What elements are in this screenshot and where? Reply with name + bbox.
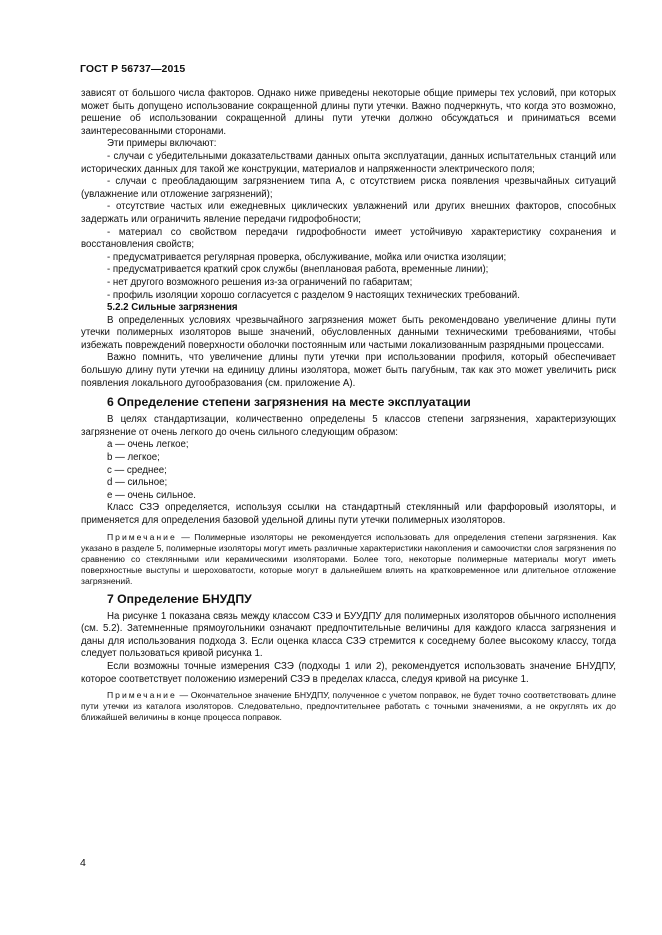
paragraph: Если возможны точные измерения СЗЭ (подходы 1 или 2), рекомендуется использовать значение БНУДПУ, которое соответствует положению измерений СЗЭ в пределах класса, следуя кривой на рисунке 1.	[81, 660, 616, 685]
note-label: Примечание	[107, 531, 177, 542]
class-item: a — очень легкое;	[107, 439, 189, 451]
document-code-header: ГОСТ Р 56737—2015	[80, 63, 186, 75]
example-item: - случаи с убедительными доказательствами данных опыта эксплуатации, данных испытательных станций или исторических данных для такой же конструкции, материалов и напряженности электрического поля;	[81, 150, 616, 175]
note-text: — Окончательное значение БНУДПУ, полученное с учетом поправок, не будет точно соответствовать длине пути утечки из каталога изоляторов. Следовательно, предпочтительнее работать с точными значениями, а не округлять их до ближайшей величины в конце процесса поправок.	[81, 690, 616, 723]
paragraph: Класс СЗЭ определяется, используя ссылки на стандартный стеклянный или фарфоровый изоляторы, и применяется для определения базовой удельной длины пути утечки полимерных изоляторов.	[81, 502, 616, 526]
page-number: 4	[80, 857, 86, 869]
example-item: - предусматривается регулярная проверка, обслуживание, мойка или очистка изоляции;	[107, 251, 507, 263]
example-item: - случаи с преобладающим загрязнением типа А, с отсутствием риска появления чрезвычайных ситуаций (увлажнение или отложение загрязнений);	[81, 176, 616, 200]
paragraph: На рисунке 1 показана связь между классом СЗЭ и БУУДПУ для полимерных изоляторов обычного исполнения (см. 5.2). Затемненные прямоугольники означают предпочтительные величины для каждого класса загрязнения и даны для использования подхода 3. Если оценка класса СЗЭ стремится к соседнему более высокому классу, тогда следует пользоваться кривой рисунка 1.	[81, 610, 616, 660]
paragraph: В целях стандартизации, количественно определены 5 классов степени загрязнения, характеризующих загрязнение от очень легкого до очень сильного следующим образом:	[81, 414, 616, 438]
class-item: b — легкое;	[107, 452, 160, 464]
example-item: - нет другого возможного решения из-за ограничений по габаритам;	[107, 276, 413, 288]
class-item: e — очень сильное.	[107, 489, 196, 501]
paragraph-intro: зависят от большого числа факторов. Однако ниже приведены некоторые общие примеры тех условий, при которых может быть допущено использование сокращенной длины пути утечки. Важно подчеркнуть, что когда это возможно, решение об использовании сокращенной длины пути утечки должно обсуждаться и приниматься всеми заинтересованными сторонами.	[81, 88, 616, 137]
class-item: c — среднее;	[107, 464, 167, 476]
example-item: - материал со свойством передачи гидрофобности имеет устойчивую характеристику сохранения и восстановления свойств;	[81, 226, 616, 251]
example-item: - отсутствие частых или ежедневных циклических увлажнений или других внешних факторов, способных задержать или ограничить явление передачи гидрофобности;	[81, 201, 616, 225]
class-item: d — сильное;	[107, 477, 168, 489]
examples-lead: Эти примеры включают:	[107, 138, 217, 150]
paragraph: В определенных условиях чрезвычайного загрязнения может быть рекомендовано увеличение длины пути утечки полимерных изоляторов выше значений, обусловленных данными техническими требованиями, чтобы избежать повреждений поверхности оболочки постоянным или частыми локализованным разрядными процессами.	[81, 314, 616, 351]
example-item: - профиль изоляции хорошо согласуется с разделом 9 настоящих технических требований.	[107, 289, 520, 301]
subsection-heading: 5.2.2 Сильные загрязнения	[107, 302, 238, 314]
paragraph: Важно помнить, что увеличение длины пути утечки при использовании профиля, который обеспечивает большую длину пути утечки на единицу длины изолятора, может быть пагубным, так как это может увеличить риск появления локального дугообразования (см. приложение А).	[81, 352, 616, 389]
note-label: Примечание	[107, 690, 177, 701]
note-text: — Полимерные изоляторы не рекомендуется использовать для определения степени загрязнения. Как указано в разделе 5, полимерные изоляторы могут иметь различные характеристики накопления и самоочистки слоя загрязнения по сравнению со стеклянными или керамическими изоляторами. Более того, некоторые полимерные материалы могут иметь поверхностные выступы и шероховатости, которые могут в дальнейшем влиять на кратковременное или длительное отложение загрязнений.	[81, 531, 617, 586]
section-heading-6: 6 Определение степени загрязнения на месте эксплуатации	[107, 395, 471, 410]
note	[81, 690, 616, 723]
example-item: - предусматривается краткий срок службы (внеплановая работа, временные линии);	[107, 264, 489, 276]
note	[81, 532, 616, 587]
section-heading-7: 7 Определение БНУДПУ	[107, 591, 252, 606]
document-body	[81, 88, 616, 723]
